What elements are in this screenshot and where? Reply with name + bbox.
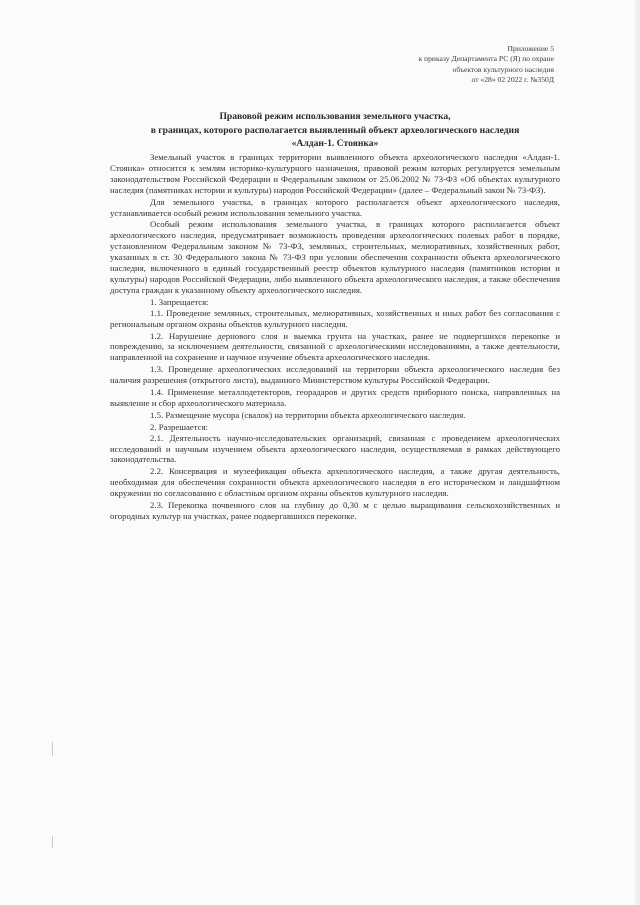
section-heading-allowed: 2. Разрешается: (150, 421, 208, 432)
document-body (110, 152, 560, 523)
title-line: в границах, которого располагается выявленный объект археологического наследия (150, 124, 520, 136)
section-heading-prohibited: 1. Запрещается: (150, 296, 209, 307)
title-line: «Алдан-1. Стоянка» (291, 138, 379, 150)
document-title (110, 110, 560, 151)
list-item-1-5: 1.5. Размещение мусора (свалок) на территории объекта археологического наследия. (150, 409, 466, 420)
appendix-date-line: от «28» 02 2022 г. №350Д (471, 75, 554, 85)
list-item-2-1: 2.1. Деятельность научно-исследовательских организаций, связанная с проведением археологических исследований и научным изучением объекта археологического наследия, осуществляемая в рамках действующего законодательства. (110, 432, 560, 465)
appendix-line: объектов культурного наследия (452, 64, 554, 74)
paragraph-special-regime: Для земельного участка, в границах которого располагается объект археологического наследия, устанавливается особый режим использования земельного участка. (110, 196, 560, 218)
appendix-header (344, 44, 554, 86)
margin-mark (52, 742, 53, 756)
list-item-2-2: 2.2. Консервация и музеефикация объекта археологического наследия, а также другая деятельность, необходимая для обеспечения сохранности объекта археологического наследия в его историческом и ландшафтном окружении по согласованию с областным органом охраны объектов культурного наследия. (110, 466, 560, 499)
appendix-line: Приложение 5 (507, 44, 554, 53)
list-item-1-2: 1.2. Нарушение дернового слоя и выемка грунта на участках, ранее не подвергшихся перекопке и повреждению, за исключением деятельности, связанной с археологическими исследованиями, а также деятельности, направленной на сохранение и научное изучение объекта археологического наследия. (110, 330, 560, 363)
list-item-1-1: 1.1. Проведение земляных, строительных, мелиоративных, хозяйственных и иных работ без согласования с региональным органом охраны объектов культурного наследия. (110, 307, 560, 329)
paragraph-regime-details: Особый режим использования земельного участка, в границах которого располагается объект археологического наследия, предусматривает возможность проведения археологических полевых работ в порядке, установленном Федеральным законом № 73-ФЗ, земляных, строительных, мелиоративных, хозяйственных работ, указанных в ст. 30 Федерального закона № 73-ФЗ при условии обеспечения сохранности объекта археологического наследия, включенного в единый государственный реестр объектов культурного наследия (памятников истории и культуры) народов Российской Федерации, либо выявленного объекта археологического наследия, а также обеспечения доступа граждан к указанному объекту археологического наследия. (110, 219, 560, 295)
margin-mark (52, 836, 53, 848)
title-line: Правовой режим использования земельного участка, (219, 111, 451, 122)
appendix-line: к приказу Департамента РС (Я) по охране (418, 54, 554, 64)
list-item-2-3: 2.3. Перекопка почвенного слоя на глубину до 0,30 м с целью выращивания сельскохозяйственных и огородных культур на участках, ранее подвергавшихся перекопке. (110, 500, 560, 521)
list-item-1-3: 1.3. Проведение археологических исследований на территории объекта археологического наследия без наличия разрешения (открытого листа), выданного Министерством культуры Российской Федерации. (110, 364, 560, 386)
scan-edge (634, 0, 640, 905)
paragraph-intro: Земельный участок в границах территории выявленного объекта археологического наследия «Алдан-1. Стоянка» относится к землям историко-культурного назначения, правовой режим которых регулируется земельным законодательством Российской Федерации и Федеральным законом от 25.06.2002 № 73-ФЗ «Об объектах культурного наследия (памятниках истории и культуры) народов Российской Федерации» (далее – Федеральный закон № 73-ФЗ). (110, 152, 560, 195)
list-item-1-4: 1.4. Применение металлодетекторов, георадаров и других средств приборного поиска, направленных на выявление и сбор археологического материала. (110, 387, 560, 408)
